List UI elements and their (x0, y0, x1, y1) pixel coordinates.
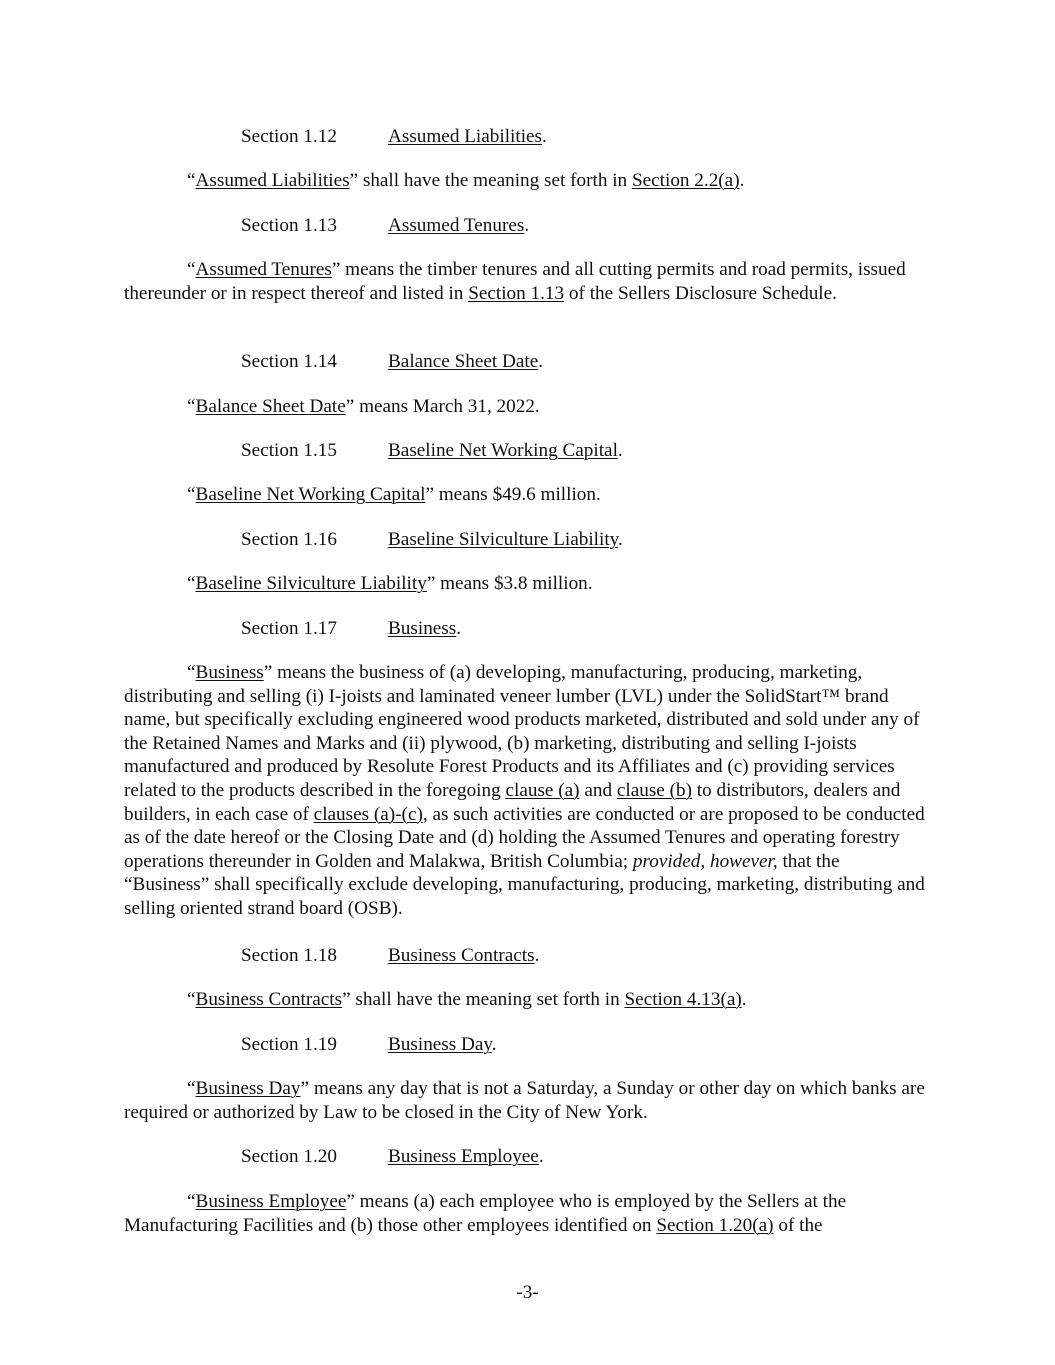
open-quote: “ (187, 1191, 196, 1212)
defined-term: Baseline Silviculture Liability (195, 573, 427, 594)
definition-text: ” means any day that is not a Saturday, a Sunday or other day on which banks are required or authorized by Law to be closed in the City of New York. (124, 1078, 925, 1123)
open-quote: “ (187, 396, 196, 417)
section-number: Section 1.15 (241, 440, 337, 461)
period: . (538, 1146, 544, 1167)
section-title: Business (388, 618, 457, 639)
open-quote: “ (187, 1078, 196, 1099)
definition-text: ” means $3.8 million. (426, 573, 593, 594)
definition-business (124, 661, 928, 921)
defined-term: Assumed Liabilities (195, 170, 350, 191)
definition-text: of the Sellers Disclosure Schedule. (564, 282, 837, 304)
definition-text: ” means the business of (a) developing, manufacturing, producing, marketing, distributing and selling (i) I-joists and laminated veneer lumber (LVL) under the SolidStart™ brand name, but specifically excluding engineered wood products marketed, distributed and sold under any of the Retained Names and Marks and (ii) plywood, (b) marketing, distributing and selling I-joists manufactured and produced by Resolute Forest Products and its Affiliates and (c) providing services related to the products described in the foregoing (124, 662, 920, 801)
period: . (542, 126, 547, 147)
section-number: Section 1.18 (241, 945, 337, 966)
section-1-18-heading (241, 944, 539, 968)
section-1-19-heading (241, 1033, 497, 1057)
section-number: Section 1.12 (241, 126, 337, 147)
defined-term: Balance Sheet Date (195, 396, 346, 417)
section-title: Business Day (388, 1034, 492, 1055)
open-quote: “ (187, 259, 196, 280)
definition-baseline-silviculture-liability (124, 572, 928, 596)
definition-text: ” means (a) each employee who is employed by the Sellers at the Manufacturing Facilities and (b) those other employees identified on (124, 1191, 847, 1236)
cross-reference: clause (b) (616, 779, 692, 801)
proviso-text: provided, however, (632, 850, 778, 872)
section-1-13-heading (241, 214, 529, 238)
cross-reference: Section 4.13(a) (624, 989, 742, 1010)
open-quote: “ (187, 484, 196, 505)
period: . (524, 215, 530, 236)
section-title: Assumed Tenures (388, 215, 525, 236)
page-number: -3- (516, 1282, 539, 1303)
period: . (538, 351, 544, 372)
defined-term: Business Contracts (195, 989, 343, 1010)
section-1-16-heading (241, 528, 623, 552)
open-quote: “ (187, 573, 196, 594)
period: . (491, 1034, 497, 1055)
definition-baseline-net-working-capital (124, 483, 928, 507)
cross-reference: Section 1.13 (468, 282, 565, 304)
section-number: Section 1.16 (241, 529, 337, 550)
section-title: Balance Sheet Date (388, 351, 539, 372)
period: . (618, 529, 623, 550)
definition-text: . (741, 989, 747, 1010)
section-title: Baseline Net Working Capital (388, 440, 618, 461)
definition-text: ” shall have the meaning set forth in (342, 989, 625, 1010)
section-1-20-heading (241, 1145, 544, 1169)
section-title: Baseline Silviculture Liability (388, 529, 619, 550)
section-number: Section 1.17 (241, 618, 337, 639)
defined-term: Business Employee (195, 1191, 347, 1212)
cross-reference: Section 1.20(a) (656, 1214, 774, 1236)
open-quote: “ (187, 662, 196, 683)
period: . (534, 945, 540, 966)
definition-assumed-tenures (124, 258, 928, 305)
section-title: Business Employee (388, 1146, 539, 1167)
definition-text: ” means the timber tenures and all cutting permits and road permits, issued thereunder or in respect thereof and listed in (124, 259, 906, 304)
defined-term: Baseline Net Working Capital (195, 484, 426, 505)
section-number: Section 1.14 (241, 351, 337, 372)
section-number: Section 1.13 (241, 215, 337, 236)
period: . (617, 440, 623, 461)
definition-text: and (579, 779, 617, 801)
section-1-15-heading (241, 439, 623, 463)
section-1-17-heading (241, 617, 461, 641)
cross-reference: Section 2.2(a) (631, 170, 740, 191)
section-number: Section 1.19 (241, 1034, 337, 1055)
definition-text: ” means $49.6 million. (425, 484, 601, 505)
defined-term: Business Day (195, 1078, 301, 1099)
section-1-12-heading (241, 125, 547, 149)
definition-text: to distributors, dealers and builders, in each case of (124, 779, 901, 825)
definition-text: ” means March 31, 2022. (345, 396, 540, 417)
definition-balance-sheet-date (124, 395, 928, 419)
open-quote: “ (187, 989, 196, 1010)
definition-text: of the (773, 1214, 823, 1236)
cross-reference: clause (a) (505, 779, 580, 801)
definition-text: that the “Business” shall specifically exclude developing, manufacturing, producing, marketing, distributing and selling oriented strand board (OSB). (124, 850, 925, 919)
definition-text: ” shall have the meaning set forth in (349, 170, 632, 191)
definition-assumed-liabilities (124, 169, 928, 193)
cross-reference: clauses (a)-(c) (313, 803, 423, 825)
section-number: Section 1.20 (241, 1146, 337, 1167)
definition-business-contracts (124, 988, 928, 1012)
definition-text: , as such activities are conducted or are proposed to be conducted as of the date hereof or the Closing Date and (d) holding the Assumed Tenures and operating forestry operations thereunder in Golden and Malakwa, British Columbia; (124, 803, 925, 872)
section-title: Assumed Liabilities (388, 126, 543, 147)
section-1-14-heading (241, 350, 543, 374)
section-title: Business Contracts (388, 945, 535, 966)
definition-text: . (739, 170, 745, 191)
definition-business-day (124, 1077, 928, 1124)
definition-business-employee (124, 1190, 928, 1237)
defined-term: Assumed Tenures (195, 259, 332, 280)
defined-term: Business (195, 662, 264, 683)
open-quote: “ (187, 170, 196, 191)
period: . (456, 618, 462, 639)
